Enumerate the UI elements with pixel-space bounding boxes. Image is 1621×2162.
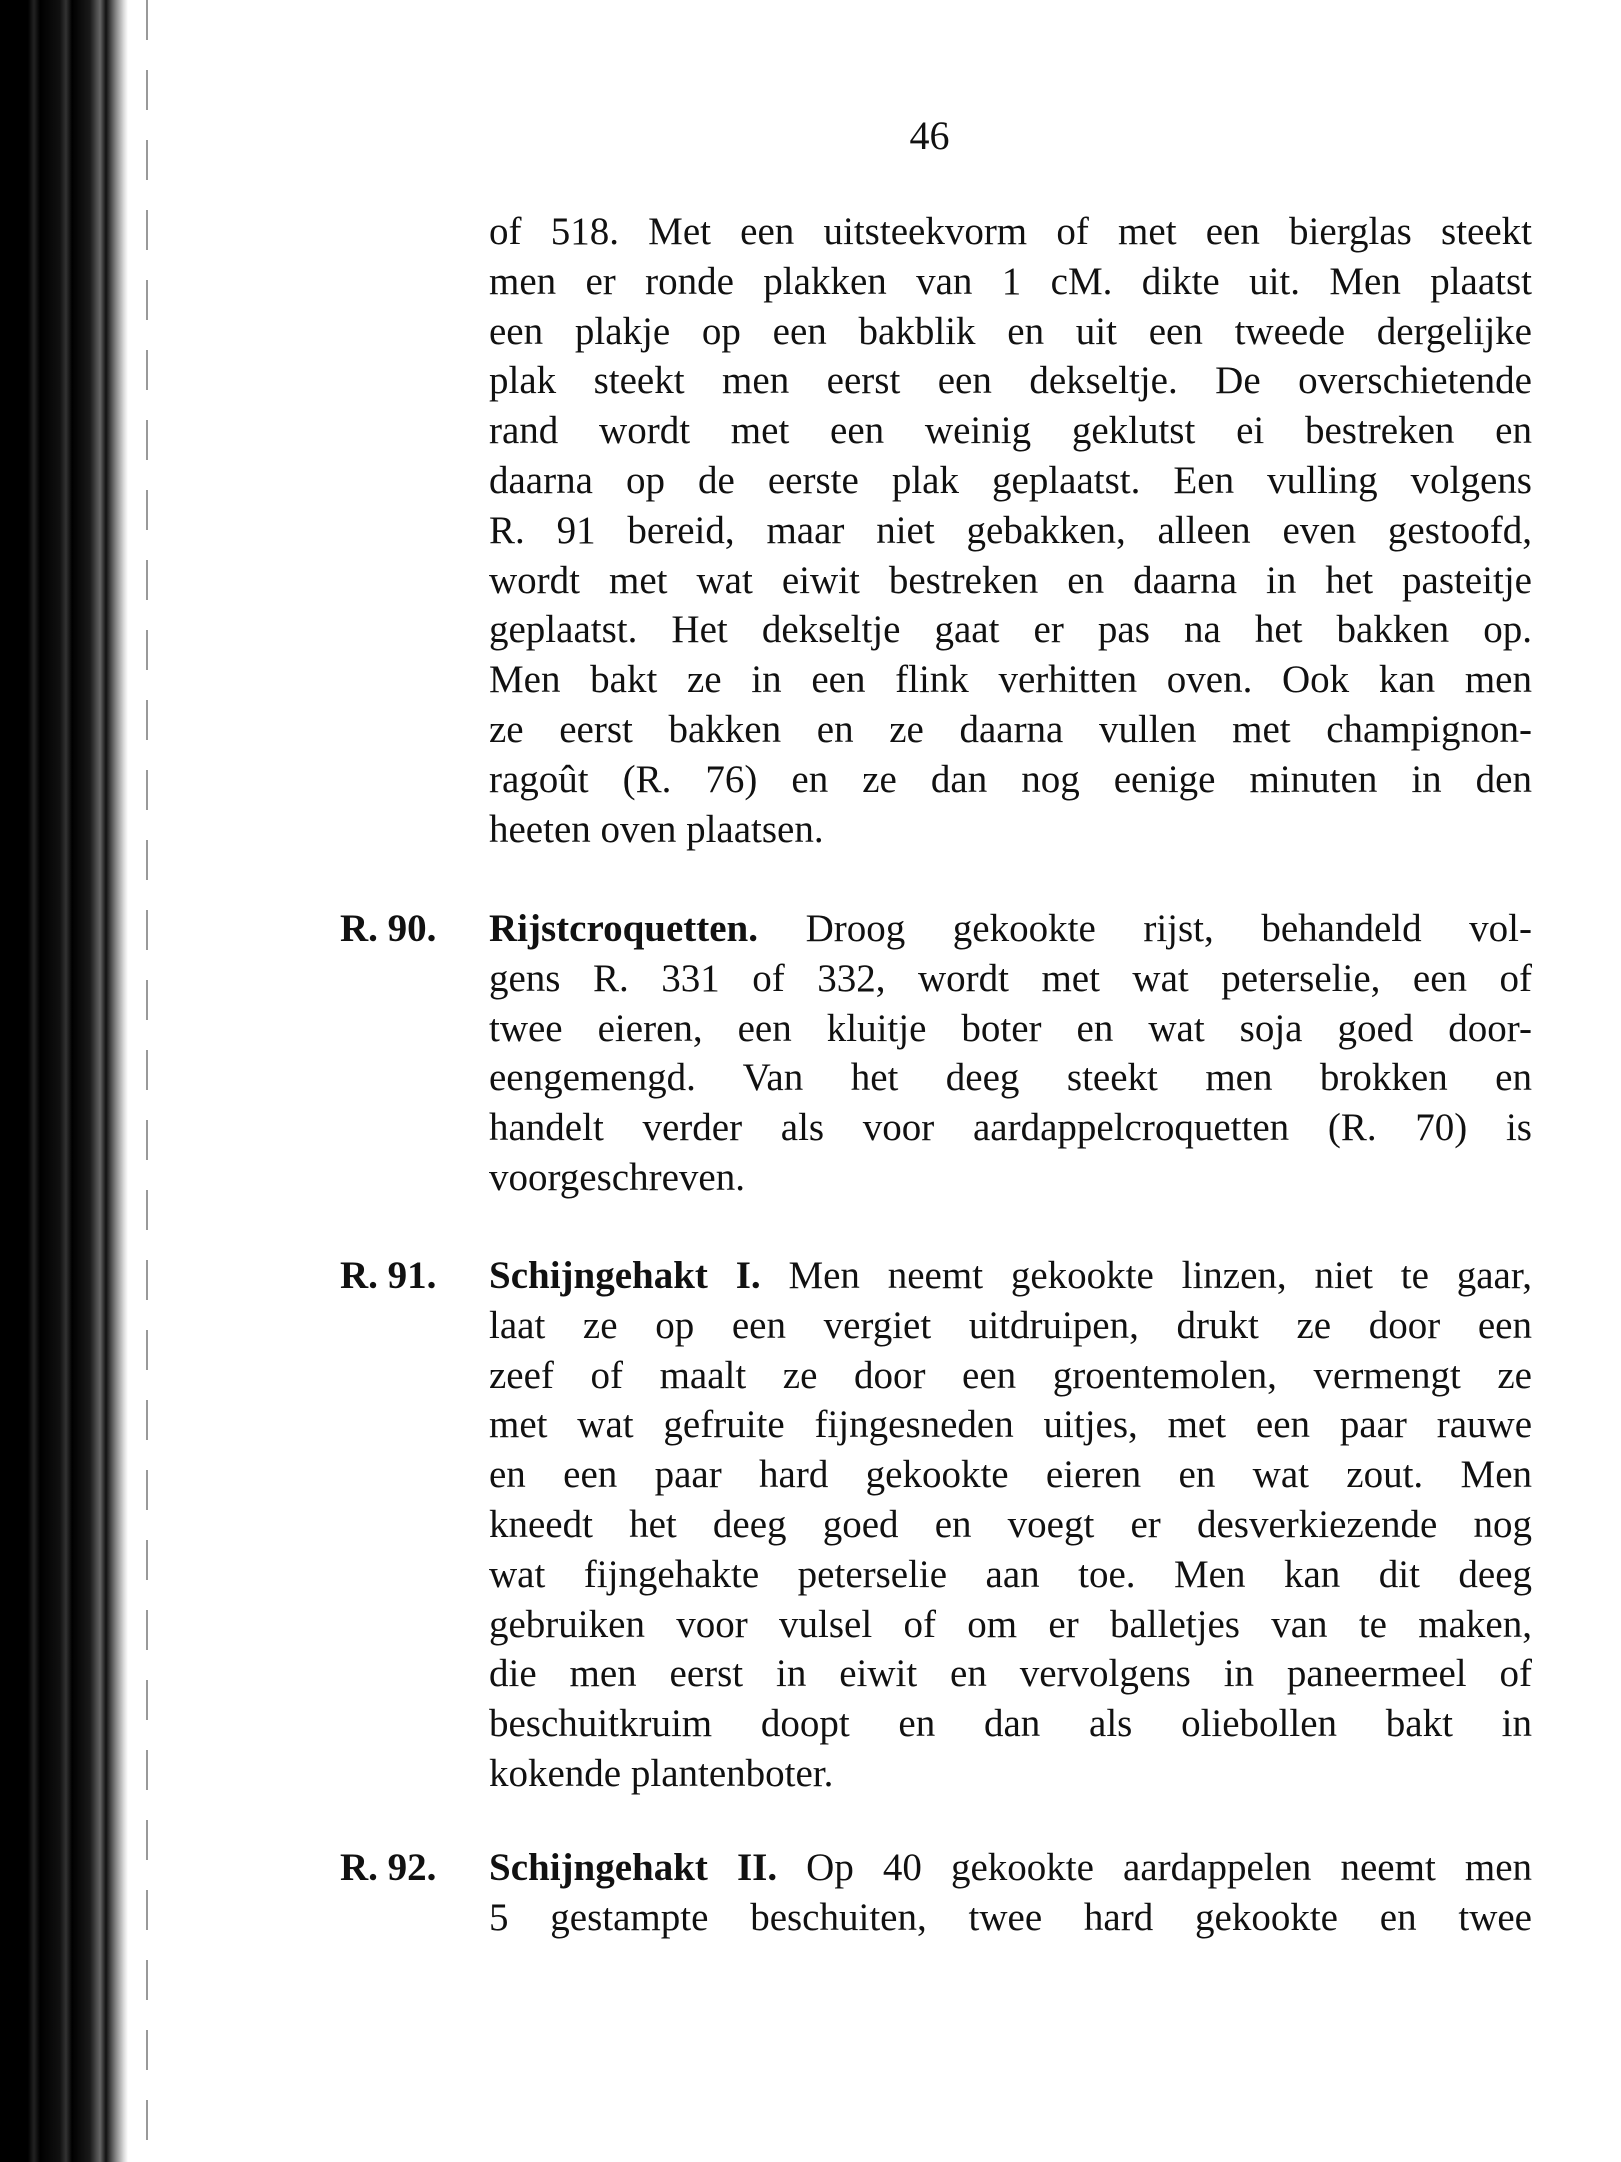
recipe-title: Rijstcroquetten. <box>489 907 758 950</box>
text-line: laat ze op een vergiet uitdruipen, drukt ze door een <box>489 1303 1532 1347</box>
text-line: ze eerst bakken en ze daarna vullen met champignon- <box>489 708 1532 751</box>
recipe-text: Op 40 gekookte aardappelen neemt men <box>806 1846 1533 1889</box>
text-line: of 518. Met een uitsteekvorm of met een bierglas steekt <box>489 210 1532 253</box>
recipe-number: R. 92. <box>340 1846 437 1889</box>
text-line: zeef of maalt ze door een groentemolen, vermengt ze <box>489 1353 1532 1397</box>
recipe-number: R. 91. <box>340 1254 437 1297</box>
text-line: eengemengd. Van het deeg steekt men brokken en <box>489 1056 1532 1100</box>
page-edge-line <box>146 0 148 2162</box>
recipe-text: Men neemt gekookte linzen, niet te gaar, <box>788 1254 1532 1297</box>
text-line: kokende plantenboter. <box>489 1752 834 1795</box>
recipe-title: Schijngehakt II. <box>489 1846 778 1889</box>
book-binding-shadow <box>0 0 128 2162</box>
text-line <box>489 1252 1532 1300</box>
text-line: men er ronde plakken van 1 cM. dikte uit. Men plaatst <box>489 259 1532 303</box>
text-line: R. 91 bereid, maar niet gebakken, alleen even gestoofd, <box>489 508 1532 552</box>
text-line: gebruiken voor vulsel of om er balletjes van te maken, <box>489 1602 1532 1646</box>
text-line: beschuitkruim doopt en dan als oliebollen bakt in <box>489 1702 1532 1746</box>
text-line: voorgeschreven. <box>489 1156 745 1199</box>
text-line: rand wordt met een weinig geklutst ei bestreken en <box>489 409 1532 453</box>
text-line: heeten oven plaatsen. <box>489 807 824 851</box>
text-line: kneedt het deeg goed en voegt er desverkiezende nog <box>489 1503 1532 1546</box>
text-line: wordt met wat eiwit bestreken en daarna in het pasteitje <box>489 558 1532 602</box>
text-line: plak steekt men eerst een dekseltje. De overschietende <box>489 359 1532 403</box>
text-line: met wat gefruite fijngesneden uitjes, met een paar rauwe <box>489 1403 1532 1447</box>
text-line: en een paar hard gekookte eieren en wat zout. Men <box>489 1453 1532 1497</box>
page-number: 46 <box>909 113 950 158</box>
text-line: ragoût (R. 76) en ze dan nog eenige minuten in den <box>489 757 1532 801</box>
text-line: wat fijngehakte peterselie aan toe. Men kan dit deeg <box>489 1552 1532 1596</box>
text-line: een plakje op een bakblik en uit een tweede dergelijke <box>489 309 1532 353</box>
text-line: gens R. 331 of 332, wordt met wat peterselie, een of <box>489 956 1532 1000</box>
text-line: twee eieren, een kluitje boter en wat soja goed door- <box>489 1006 1532 1050</box>
text-line: daarna op de eerste plak geplaatst. Een vulling volgens <box>489 459 1532 502</box>
recipe-title: Schijngehakt I. <box>489 1254 761 1297</box>
text-line: geplaatst. Het dekseltje gaat er pas na het bakken op. <box>489 608 1532 652</box>
text-line <box>489 1844 1532 1892</box>
text-line: die men eerst in eiwit en vervolgens in paneermeel of <box>489 1652 1532 1696</box>
recipe-text: Droog gekookte rijst, behandeld vol- <box>805 907 1532 950</box>
text-line <box>489 905 1532 953</box>
text-line: Men bakt ze in een flink verhitten oven. Ook kan men <box>489 658 1532 702</box>
text-line: 5 gestampte beschuiten, twee hard gekookte en twee <box>489 1895 1532 1939</box>
recipe-number: R. 90. <box>340 907 437 950</box>
text-line: handelt verder als voor aardappelcroquetten (R. 70) is <box>489 1106 1532 1150</box>
